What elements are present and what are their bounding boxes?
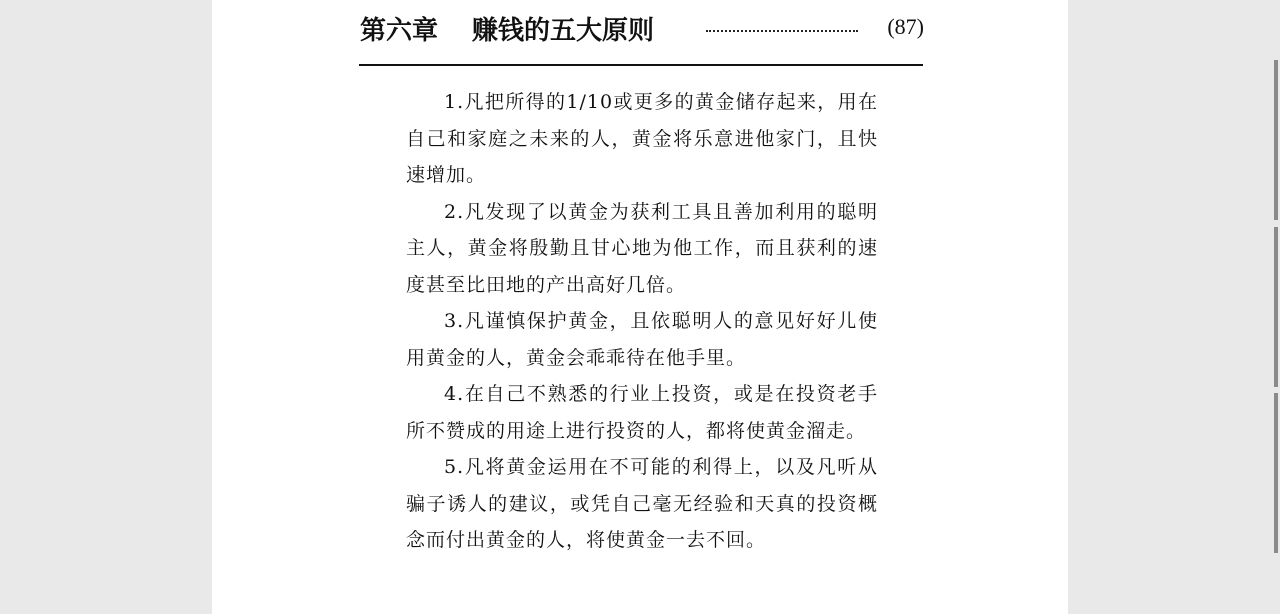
chapter-number: 第六章 — [360, 16, 439, 46]
page-body — [406, 84, 878, 559]
vertical-scrollbar[interactable] — [1272, 0, 1280, 614]
chapter-title: 赚钱的五大原则 — [472, 16, 655, 46]
scrollbar-thumb[interactable] — [1274, 227, 1278, 387]
dot-leader — [706, 30, 858, 32]
paragraph-3: 3.凡谨慎保护黄金，且依聪明人的意见好好儿使用黄金的人，黄金会乖乖待在他手里。 — [406, 310, 878, 369]
scrollbar-thumb[interactable] — [1274, 393, 1278, 553]
page-reference: (87) — [887, 14, 924, 39]
document-page — [212, 0, 1068, 614]
paragraph-1: 1.凡把所得的1/10或更多的黄金储存起来，用在自己和家庭之未来的人，黄金将乐意进他家门，且快速增加。 — [406, 91, 878, 186]
header-rule — [359, 64, 923, 66]
paragraph-2: 2.凡发现了以黄金为获利工具且善加利用的聪明主人，黄金将殷勤且甘心地为他工作，而且获利的速度甚至比田地的产出高好几倍。 — [406, 200, 878, 296]
paragraph-5: 5.凡将黄金运用在不可能的利得上，以及凡听从骗子诱人的建议，或凭自己毫无经验和天真的投资概念而付出黄金的人，将使黄金一去不回。 — [406, 456, 878, 551]
paragraph-4: 4.在自己不熟悉的行业上投资，或是在投资老手所不赞成的用途上进行投资的人，都将使黄金溜走。 — [406, 383, 878, 442]
chapter-header — [360, 8, 924, 48]
scrollbar-thumb[interactable] — [1274, 60, 1278, 220]
